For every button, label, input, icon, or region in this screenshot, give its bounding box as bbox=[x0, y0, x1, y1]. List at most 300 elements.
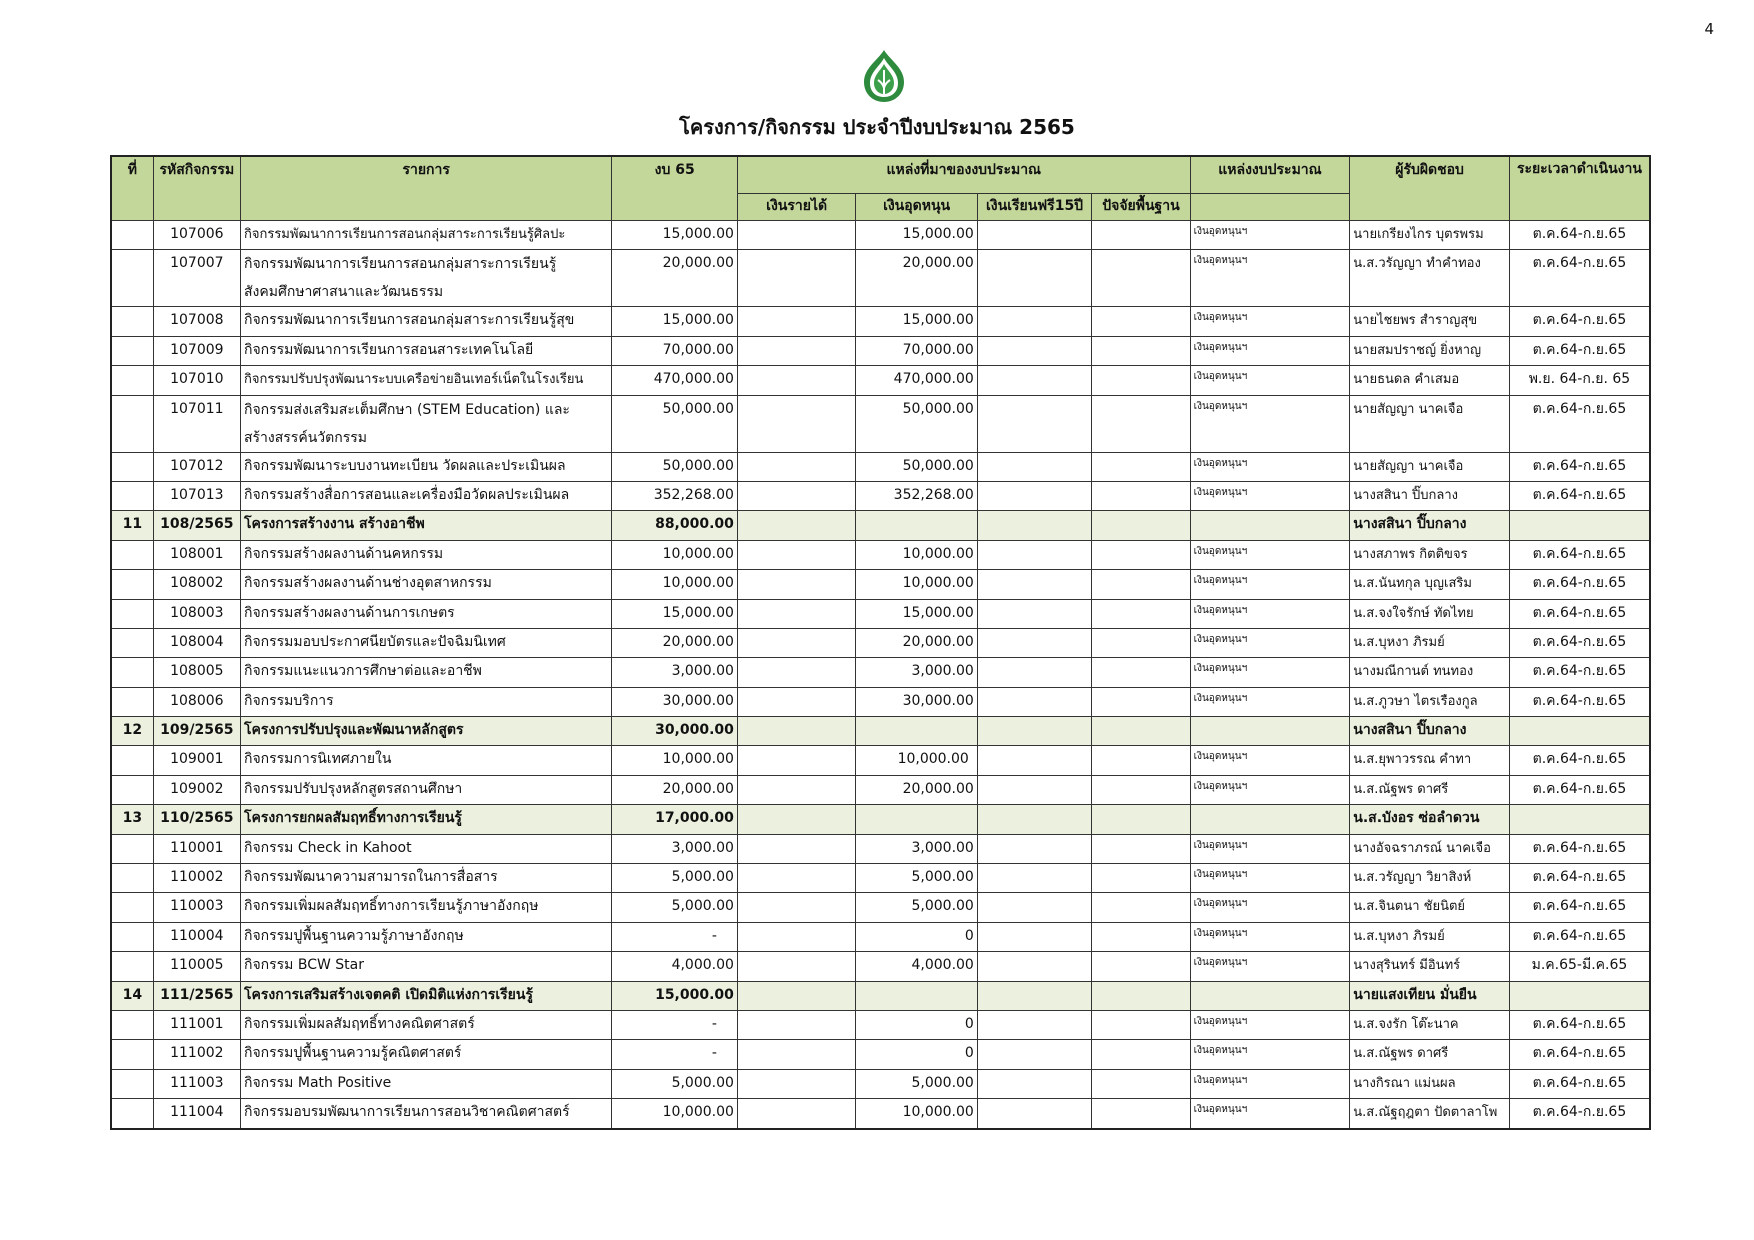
cell-subsidy: 470,000.00 bbox=[856, 366, 977, 395]
header-code: รหัสกิจกรรม bbox=[153, 156, 240, 221]
cell-code: 108006 bbox=[153, 687, 240, 716]
budget-table bbox=[110, 155, 1651, 1130]
cell-code: 107013 bbox=[153, 481, 240, 510]
cell-code: 110001 bbox=[153, 834, 240, 863]
cell-source: เงินอุดหนุนฯ bbox=[1190, 540, 1350, 569]
cell-basic bbox=[1092, 452, 1190, 481]
cell-basic bbox=[1092, 250, 1190, 307]
cell-owner: น.ส.นันทกุล บุญเสริม bbox=[1350, 570, 1510, 599]
cell-subsidy: 50,000.00 bbox=[856, 452, 977, 481]
cell-period: ม.ค.65-มี.ค.65 bbox=[1509, 952, 1650, 981]
cell-item: กิจกรรมพัฒนาการเรียนการสอนกลุ่มสาระการเรียนรู้ สังคมศึกษาศาสนาและวัฒนธรรม bbox=[240, 250, 611, 307]
cell-code: 108003 bbox=[153, 599, 240, 628]
project-row bbox=[111, 511, 1650, 540]
cell-item: กิจกรรมสร้างผลงานด้านการเกษตร bbox=[240, 599, 611, 628]
cell-free15 bbox=[977, 452, 1091, 481]
cell-free15 bbox=[977, 864, 1091, 893]
table-row bbox=[111, 336, 1650, 365]
table-row bbox=[111, 775, 1650, 804]
cell-source: เงินอุดหนุนฯ bbox=[1190, 628, 1350, 657]
cell-owner: น.ส.บุหงา ภิรมย์ bbox=[1350, 922, 1510, 951]
cell-no bbox=[111, 481, 153, 510]
cell-income bbox=[737, 221, 855, 250]
cell-source bbox=[1190, 805, 1350, 834]
cell-period: ต.ค.64-ก.ย.65 bbox=[1509, 628, 1650, 657]
cell-owner: นายธนดล คำเสมอ bbox=[1350, 366, 1510, 395]
table-row bbox=[111, 452, 1650, 481]
cell-source: เงินอุดหนุนฯ bbox=[1190, 481, 1350, 510]
cell-subsidy: 15,000.00 bbox=[856, 599, 977, 628]
cell-owner: นางสสินา ปิ๊บกลาง bbox=[1350, 511, 1510, 540]
table-row bbox=[111, 952, 1650, 981]
cell-source: เงินอุดหนุนฯ bbox=[1190, 1099, 1350, 1129]
cell-free15 bbox=[977, 1069, 1091, 1098]
cell-budget: 10,000.00 bbox=[612, 540, 737, 569]
cell-basic bbox=[1092, 570, 1190, 599]
cell-item: โครงการยกผลสัมฤทธิ์ทางการเรียนรู้ bbox=[240, 805, 611, 834]
cell-source: เงินอุดหนุนฯ bbox=[1190, 250, 1350, 307]
cell-no bbox=[111, 540, 153, 569]
header-item: รายการ bbox=[240, 156, 611, 221]
cell-free15 bbox=[977, 1010, 1091, 1039]
cell-budget: 15,000.00 bbox=[612, 599, 737, 628]
cell-item: โครงการเสริมสร้างเจตคติ เปิดมิติแห่งการเรียนรู้ bbox=[240, 981, 611, 1010]
cell-owner: นายเกรียงไกร บุตรพรม bbox=[1350, 221, 1510, 250]
cell-basic bbox=[1092, 805, 1190, 834]
cell-period: ต.ค.64-ก.ย.65 bbox=[1509, 395, 1650, 452]
cell-no bbox=[111, 687, 153, 716]
cell-item: โครงการสร้างงาน สร้างอาชีพ bbox=[240, 511, 611, 540]
header-income: เงินรายได้ bbox=[737, 194, 855, 221]
cell-budget: - bbox=[612, 1040, 737, 1069]
cell-budget: 17,000.00 bbox=[612, 805, 737, 834]
cell-basic bbox=[1092, 395, 1190, 452]
cell-no bbox=[111, 922, 153, 951]
cell-subsidy: 5,000.00 bbox=[856, 893, 977, 922]
cell-basic bbox=[1092, 893, 1190, 922]
cell-income bbox=[737, 570, 855, 599]
cell-free15 bbox=[977, 628, 1091, 657]
cell-item: กิจกรรม Check in Kahoot bbox=[240, 834, 611, 863]
cell-code: 108005 bbox=[153, 658, 240, 687]
cell-period: ต.ค.64-ก.ย.65 bbox=[1509, 893, 1650, 922]
cell-income bbox=[737, 746, 855, 775]
cell-code: 110003 bbox=[153, 893, 240, 922]
cell-owner: นางอัจฉราภรณ์ นาคเจือ bbox=[1350, 834, 1510, 863]
cell-income bbox=[737, 1069, 855, 1098]
cell-period bbox=[1509, 805, 1650, 834]
cell-period: ต.ค.64-ก.ย.65 bbox=[1509, 922, 1650, 951]
page-title: โครงการ/กิจกรรม ประจำปีงบประมาณ 2565 bbox=[679, 115, 1075, 139]
cell-item: กิจกรรมปูพื้นฐานความรู้ภาษาอังกฤษ bbox=[240, 922, 611, 951]
cell-income bbox=[737, 250, 855, 307]
cell-income bbox=[737, 1010, 855, 1039]
cell-source: เงินอุดหนุนฯ bbox=[1190, 893, 1350, 922]
page-number: 4 bbox=[1704, 20, 1714, 38]
cell-budget: 15,000.00 bbox=[612, 307, 737, 336]
cell-item: กิจกรรม BCW Star bbox=[240, 952, 611, 981]
table-row bbox=[111, 658, 1650, 687]
cell-source: เงินอุดหนุนฯ bbox=[1190, 952, 1350, 981]
cell-income bbox=[737, 658, 855, 687]
cell-basic bbox=[1092, 981, 1190, 1010]
cell-no bbox=[111, 864, 153, 893]
cell-free15 bbox=[977, 658, 1091, 687]
cell-owner: นางสุรินทร์ มีอินทร์ bbox=[1350, 952, 1510, 981]
cell-income bbox=[737, 893, 855, 922]
cell-budget: 470,000.00 bbox=[612, 366, 737, 395]
cell-owner: นายสัญญา นาคเจือ bbox=[1350, 395, 1510, 452]
table-row bbox=[111, 1099, 1650, 1129]
cell-subsidy: 70,000.00 bbox=[856, 336, 977, 365]
header-free15: เงินเรียนฟรี15ปี bbox=[977, 194, 1091, 221]
cell-free15 bbox=[977, 599, 1091, 628]
cell-period: ต.ค.64-ก.ย.65 bbox=[1509, 1040, 1650, 1069]
header-source: แหล่งงบประมาณ bbox=[1190, 156, 1350, 194]
cell-budget: 4,000.00 bbox=[612, 952, 737, 981]
cell-item: กิจกรรมส่งเสริมสะเต็มศึกษา (STEM Education) และ สร้างสรรค์นวัตกรรม bbox=[240, 395, 611, 452]
cell-owner: น.ส.ยุพาวรรณ คำทา bbox=[1350, 746, 1510, 775]
header-source-sub bbox=[1190, 194, 1350, 221]
cell-free15 bbox=[977, 805, 1091, 834]
cell-period: ต.ค.64-ก.ย.65 bbox=[1509, 775, 1650, 804]
cell-no bbox=[111, 893, 153, 922]
cell-source: เงินอุดหนุนฯ bbox=[1190, 452, 1350, 481]
cell-code: 111001 bbox=[153, 1010, 240, 1039]
cell-owner: น.ส.ณัฐฤฎตา ปัดตาลาโพ bbox=[1350, 1099, 1510, 1129]
cell-no bbox=[111, 570, 153, 599]
cell-subsidy bbox=[856, 717, 977, 746]
cell-budget: 15,000.00 bbox=[612, 981, 737, 1010]
cell-item: โครงการปรับปรุงและพัฒนาหลักสูตร bbox=[240, 717, 611, 746]
table-row bbox=[111, 893, 1650, 922]
cell-owner: นางมณีกานต์ ทนทอง bbox=[1350, 658, 1510, 687]
cell-income bbox=[737, 981, 855, 1010]
cell-code: 110005 bbox=[153, 952, 240, 981]
cell-item: กิจกรรมอบรมพัฒนาการเรียนการสอนวิชาคณิตศาสตร์ bbox=[240, 1099, 611, 1129]
cell-basic bbox=[1092, 1099, 1190, 1129]
cell-no bbox=[111, 336, 153, 365]
cell-code: 107006 bbox=[153, 221, 240, 250]
cell-income bbox=[737, 481, 855, 510]
cell-income bbox=[737, 366, 855, 395]
cell-budget: 5,000.00 bbox=[612, 864, 737, 893]
cell-basic bbox=[1092, 687, 1190, 716]
cell-item: กิจกรรมพัฒนาความสามารถในการสื่อสาร bbox=[240, 864, 611, 893]
cell-period: ต.ค.64-ก.ย.65 bbox=[1509, 307, 1650, 336]
cell-code: 111004 bbox=[153, 1099, 240, 1129]
cell-income bbox=[737, 1099, 855, 1129]
cell-free15 bbox=[977, 540, 1091, 569]
table-row bbox=[111, 540, 1650, 569]
cell-code: 108002 bbox=[153, 570, 240, 599]
cell-budget: 5,000.00 bbox=[612, 893, 737, 922]
cell-subsidy: 15,000.00 bbox=[856, 221, 977, 250]
cell-budget: 10,000.00 bbox=[612, 1099, 737, 1129]
cell-source bbox=[1190, 717, 1350, 746]
cell-income bbox=[737, 922, 855, 951]
cell-source: เงินอุดหนุนฯ bbox=[1190, 1040, 1350, 1069]
cell-budget: 50,000.00 bbox=[612, 395, 737, 452]
cell-subsidy: 10,000.00 bbox=[856, 570, 977, 599]
cell-code: 107010 bbox=[153, 366, 240, 395]
cell-period: ต.ค.64-ก.ย.65 bbox=[1509, 452, 1650, 481]
cell-no bbox=[111, 452, 153, 481]
cell-code: 109001 bbox=[153, 746, 240, 775]
cell-budget: - bbox=[612, 1010, 737, 1039]
cell-owner: น.ส.บังอร ซ่อลำดวน bbox=[1350, 805, 1510, 834]
cell-budget: 10,000.00 bbox=[612, 746, 737, 775]
cell-code: 110002 bbox=[153, 864, 240, 893]
cell-free15 bbox=[977, 1099, 1091, 1129]
cell-free15 bbox=[977, 511, 1091, 540]
cell-code: 108/2565 bbox=[153, 511, 240, 540]
cell-basic bbox=[1092, 366, 1190, 395]
cell-source bbox=[1190, 981, 1350, 1010]
header-fund-sources: แหล่งที่มาของงบประมาณ bbox=[737, 156, 1190, 194]
cell-item: กิจกรรมเพิ่มผลสัมฤทธิ์ทางการเรียนรู้ภาษาอังกฤษ bbox=[240, 893, 611, 922]
table-row bbox=[111, 922, 1650, 951]
cell-source bbox=[1190, 511, 1350, 540]
cell-source: เงินอุดหนุนฯ bbox=[1190, 307, 1350, 336]
cell-no bbox=[111, 628, 153, 657]
cell-item: กิจกรรมพัฒนาการเรียนการสอนกลุ่มสาระการเรียนรู้สุข bbox=[240, 307, 611, 336]
table-row bbox=[111, 366, 1650, 395]
cell-period: ต.ค.64-ก.ย.65 bbox=[1509, 221, 1650, 250]
cell-income bbox=[737, 336, 855, 365]
cell-code: 108004 bbox=[153, 628, 240, 657]
cell-owner: น.ส.ภูวษา ไตรเรืองกูล bbox=[1350, 687, 1510, 716]
cell-owner: น.ส.ณัฐพร ดาศรี bbox=[1350, 1040, 1510, 1069]
cell-period: ต.ค.64-ก.ย.65 bbox=[1509, 1069, 1650, 1098]
cell-no bbox=[111, 834, 153, 863]
cell-free15 bbox=[977, 336, 1091, 365]
cell-period: ต.ค.64-ก.ย.65 bbox=[1509, 570, 1650, 599]
cell-item: กิจกรรมปรับปรุงพัฒนาระบบเครือข่ายอินเทอร์เน็ตในโรงเรียน bbox=[240, 366, 611, 395]
header-subsidy: เงินอุดหนุน bbox=[856, 194, 977, 221]
cell-owner: น.ส.บุหงา ภิรมย์ bbox=[1350, 628, 1510, 657]
cell-item: กิจกรรมพัฒนาการเรียนการสอนสาระเทคโนโลยี bbox=[240, 336, 611, 365]
cell-owner: น.ส.จงรัก โต๊ะนาค bbox=[1350, 1010, 1510, 1039]
cell-free15 bbox=[977, 481, 1091, 510]
cell-budget: 70,000.00 bbox=[612, 336, 737, 365]
cell-basic bbox=[1092, 746, 1190, 775]
cell-free15 bbox=[977, 687, 1091, 716]
table-row bbox=[111, 599, 1650, 628]
table-row bbox=[111, 221, 1650, 250]
cell-source: เงินอุดหนุนฯ bbox=[1190, 570, 1350, 599]
cell-income bbox=[737, 599, 855, 628]
table-row bbox=[111, 1010, 1650, 1039]
cell-basic bbox=[1092, 1010, 1190, 1039]
cell-basic bbox=[1092, 1040, 1190, 1069]
cell-no bbox=[111, 1040, 153, 1069]
cell-income bbox=[737, 834, 855, 863]
cell-budget: 3,000.00 bbox=[612, 658, 737, 687]
cell-code: 108001 bbox=[153, 540, 240, 569]
cell-owner: นายไชยพร สำราญสุข bbox=[1350, 307, 1510, 336]
cell-income bbox=[737, 307, 855, 336]
cell-free15 bbox=[977, 395, 1091, 452]
cell-subsidy: 10,000.00 bbox=[856, 746, 977, 775]
header-basic: ปัจจัยพื้นฐาน bbox=[1092, 194, 1190, 221]
cell-subsidy bbox=[856, 981, 977, 1010]
cell-income bbox=[737, 452, 855, 481]
cell-no: 14 bbox=[111, 981, 153, 1010]
cell-item: กิจกรรมแนะแนวการศึกษาต่อและอาชีพ bbox=[240, 658, 611, 687]
cell-budget: 30,000.00 bbox=[612, 717, 737, 746]
cell-code: 107009 bbox=[153, 336, 240, 365]
cell-no bbox=[111, 307, 153, 336]
cell-basic bbox=[1092, 834, 1190, 863]
cell-owner: น.ส.ณัฐพร ดาศรี bbox=[1350, 775, 1510, 804]
table-row bbox=[111, 834, 1650, 863]
cell-subsidy: 30,000.00 bbox=[856, 687, 977, 716]
cell-period: ต.ค.64-ก.ย.65 bbox=[1509, 746, 1650, 775]
table-row bbox=[111, 1040, 1650, 1069]
cell-basic bbox=[1092, 511, 1190, 540]
cell-item: กิจกรรมปรับปรุงหลักสูตรสถานศึกษา bbox=[240, 775, 611, 804]
cell-subsidy: 50,000.00 bbox=[856, 395, 977, 452]
cell-budget: 30,000.00 bbox=[612, 687, 737, 716]
cell-income bbox=[737, 952, 855, 981]
cell-code: 111/2565 bbox=[153, 981, 240, 1010]
header-period-label: ระยะเวลาดำเนินงาน bbox=[1516, 161, 1642, 177]
cell-free15 bbox=[977, 250, 1091, 307]
cell-no bbox=[111, 746, 153, 775]
cell-basic bbox=[1092, 717, 1190, 746]
cell-budget: 352,268.00 bbox=[612, 481, 737, 510]
cell-free15 bbox=[977, 746, 1091, 775]
cell-budget: 5,000.00 bbox=[612, 1069, 737, 1098]
cell-budget: - bbox=[612, 922, 737, 951]
cell-budget: 10,000.00 bbox=[612, 570, 737, 599]
table-row bbox=[111, 395, 1650, 452]
cell-no bbox=[111, 599, 153, 628]
cell-source: เงินอุดหนุนฯ bbox=[1190, 864, 1350, 893]
cell-no bbox=[111, 775, 153, 804]
cell-basic bbox=[1092, 628, 1190, 657]
cell-code: 110004 bbox=[153, 922, 240, 951]
leaf-emblem-icon bbox=[860, 48, 908, 104]
table-row bbox=[111, 746, 1650, 775]
cell-source: เงินอุดหนุนฯ bbox=[1190, 336, 1350, 365]
cell-no: 12 bbox=[111, 717, 153, 746]
cell-source: เงินอุดหนุนฯ bbox=[1190, 221, 1350, 250]
cell-period: ต.ค.64-ก.ย.65 bbox=[1509, 687, 1650, 716]
cell-budget: 88,000.00 bbox=[612, 511, 737, 540]
cell-subsidy: 5,000.00 bbox=[856, 1069, 977, 1098]
table-row bbox=[111, 864, 1650, 893]
cell-free15 bbox=[977, 952, 1091, 981]
cell-subsidy: 20,000.00 bbox=[856, 250, 977, 307]
cell-code: 109002 bbox=[153, 775, 240, 804]
cell-code: 109/2565 bbox=[153, 717, 240, 746]
cell-budget: 20,000.00 bbox=[612, 628, 737, 657]
cell-owner: น.ส.จินตนา ชัยนิตย์ bbox=[1350, 893, 1510, 922]
cell-period bbox=[1509, 981, 1650, 1010]
cell-code: 110/2565 bbox=[153, 805, 240, 834]
cell-period bbox=[1509, 717, 1650, 746]
cell-budget: 15,000.00 bbox=[612, 221, 737, 250]
cell-no bbox=[111, 1099, 153, 1129]
table-row bbox=[111, 570, 1650, 599]
cell-free15 bbox=[977, 1040, 1091, 1069]
cell-item: กิจกรรมพัฒนาการเรียนการสอนกลุ่มสาระการเรียนรู้ศิลปะ bbox=[240, 221, 611, 250]
cell-income bbox=[737, 805, 855, 834]
cell-basic bbox=[1092, 540, 1190, 569]
cell-no: 13 bbox=[111, 805, 153, 834]
project-row bbox=[111, 717, 1650, 746]
cell-period: ต.ค.64-ก.ย.65 bbox=[1509, 481, 1650, 510]
cell-owner: นายสมปราชญ์ ยิ่งหาญ bbox=[1350, 336, 1510, 365]
header-no: ที่ bbox=[111, 156, 153, 221]
header-owner: ผู้รับผิดชอบ bbox=[1350, 156, 1510, 221]
cell-period: ต.ค.64-ก.ย.65 bbox=[1509, 1010, 1650, 1039]
cell-code: 107012 bbox=[153, 452, 240, 481]
cell-subsidy: 5,000.00 bbox=[856, 864, 977, 893]
cell-source: เงินอุดหนุนฯ bbox=[1190, 658, 1350, 687]
cell-subsidy: 10,000.00 bbox=[856, 540, 977, 569]
cell-income bbox=[737, 864, 855, 893]
cell-basic bbox=[1092, 221, 1190, 250]
cell-period: ต.ค.64-ก.ย.65 bbox=[1509, 864, 1650, 893]
cell-free15 bbox=[977, 570, 1091, 599]
cell-free15 bbox=[977, 221, 1091, 250]
cell-owner: น.ส.จงใจรักษ์ ทัดไทย bbox=[1350, 599, 1510, 628]
cell-basic bbox=[1092, 1069, 1190, 1098]
cell-item: กิจกรรมพัฒนาระบบงานทะเบียน วัดผลและประเมินผล bbox=[240, 452, 611, 481]
cell-subsidy: 15,000.00 bbox=[856, 307, 977, 336]
cell-subsidy: 4,000.00 bbox=[856, 952, 977, 981]
cell-budget: 20,000.00 bbox=[612, 775, 737, 804]
cell-free15 bbox=[977, 307, 1091, 336]
table-row bbox=[111, 307, 1650, 336]
cell-free15 bbox=[977, 775, 1091, 804]
cell-basic bbox=[1092, 658, 1190, 687]
cell-item: กิจกรรมเพิ่มผลสัมฤทธิ์ทางคณิตศาสตร์ bbox=[240, 1010, 611, 1039]
cell-code: 107007 bbox=[153, 250, 240, 307]
cell-subsidy: 0 bbox=[856, 1040, 977, 1069]
cell-source: เงินอุดหนุนฯ bbox=[1190, 599, 1350, 628]
project-row bbox=[111, 981, 1650, 1010]
cell-period: ต.ค.64-ก.ย.65 bbox=[1509, 1099, 1650, 1129]
cell-code: 111003 bbox=[153, 1069, 240, 1098]
cell-owner: นายสัญญา นาคเจือ bbox=[1350, 452, 1510, 481]
cell-income bbox=[737, 1040, 855, 1069]
cell-basic bbox=[1092, 922, 1190, 951]
cell-subsidy: 0 bbox=[856, 922, 977, 951]
cell-period: ต.ค.64-ก.ย.65 bbox=[1509, 599, 1650, 628]
cell-owner: นางกิรณา แม่นผล bbox=[1350, 1069, 1510, 1098]
header-period bbox=[1509, 156, 1650, 221]
cell-free15 bbox=[977, 922, 1091, 951]
cell-item: กิจกรรม Math Positive bbox=[240, 1069, 611, 1098]
cell-subsidy: 3,000.00 bbox=[856, 834, 977, 863]
cell-no bbox=[111, 221, 153, 250]
cell-period bbox=[1509, 511, 1650, 540]
project-row bbox=[111, 805, 1650, 834]
cell-source: เงินอุดหนุนฯ bbox=[1190, 775, 1350, 804]
cell-budget: 20,000.00 bbox=[612, 250, 737, 307]
cell-code: 107011 bbox=[153, 395, 240, 452]
cell-income bbox=[737, 395, 855, 452]
header-budget: งบ 65 bbox=[612, 156, 737, 221]
cell-basic bbox=[1092, 775, 1190, 804]
table-body bbox=[111, 221, 1650, 1129]
cell-budget: 50,000.00 bbox=[612, 452, 737, 481]
cell-item: กิจกรรมสร้างผลงานด้านคหกรรม bbox=[240, 540, 611, 569]
